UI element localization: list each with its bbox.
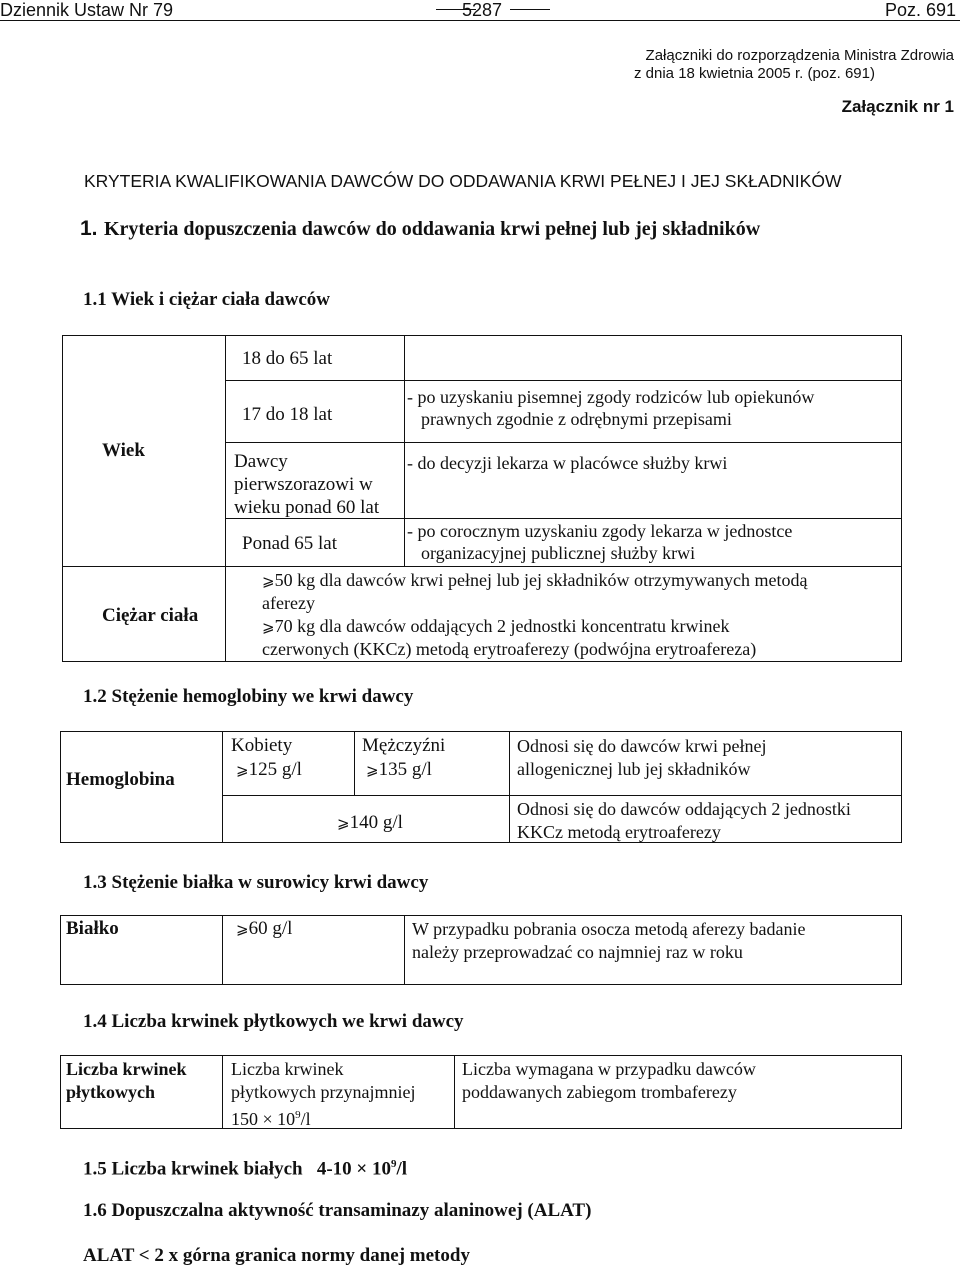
journal-title: Dziennik Ustaw Nr 79 [0,0,174,20]
platelet-req-line1: Liczba krwinek [231,1059,344,1079]
ge-symbol-icon: ⩾ [236,920,249,938]
age-18-65: 18 do 65 lat [242,348,333,369]
weight-line4: czerwonych (KKCz) metodą erytroaferezy (podwójna erytroafereza) [262,639,757,659]
men-label: Mężczyźni [362,735,446,756]
age-17-18: 17 do 18 lat [242,404,333,425]
protein-label: Białko [66,918,119,939]
header-rule [0,20,960,21]
age-over-65: Ponad 65 lat [242,533,337,554]
s1_6-title: 1.6 Dopuszczalna aktywność transaminazy alaninowej (ALAT) [83,1200,592,1221]
section1-title: Kryteria dopuszczenia dawców do oddawania krwi pełnej lub jej składników [104,218,761,240]
platelet-req-line3: $150 \times 10^9/l$ [231,1109,311,1129]
ge-symbol-icon: ⩾ [337,814,350,832]
hb-note2-line2: KKCz metodą erytroaferezy [517,822,721,842]
both-value: ⩾140 g/l [337,812,403,833]
weight-line2: aferezy [262,593,315,613]
ge-symbol-icon: ⩾ [262,572,275,590]
s1_1-title: 1.1 Wiek i ciężar ciała dawców [83,289,330,310]
age-label: Wiek [102,440,145,461]
ge-symbol-icon: ⩾ [366,761,379,779]
attachment-title: Załącznik nr 1 [841,97,954,116]
note-first-time: - do decyzji lekarza w placówce służby krwi [407,453,728,473]
hb-note1-line1: Odnosi się do dawców krwi pełnej [517,736,767,756]
platelet-label-line1: Liczba krwinek [66,1059,187,1079]
alat-rule: ALAT < 2 x górna granica normy danej metody [83,1245,470,1266]
note-17-18-line2: prawnych zgodnie z odrębnymi przepisami [421,409,732,429]
hb-note1-line2: allogenicznej lub jej składników [517,759,751,779]
section1-number: 1. [80,217,98,240]
first-time-line2: pierwszorazowi w [234,474,373,495]
platelet-note-line2: poddawanych zabiegom trombaferezy [462,1082,737,1102]
note-over65-line1: - po corocznym uzyskaniu zgody lekarza w jednostce [407,521,793,541]
main-title: KRYTERIA KWALIFIKOWANIA DAWCÓW DO ODDAWANIA KRWI PEŁNEJ I JEJ SKŁADNIKÓW [84,171,842,191]
page-number: 5287 [462,0,503,20]
attachment-line2: z dnia 18 kwietnia 2005 r. (poz. 691) [634,65,875,82]
hemoglobin-label: Hemoglobina [66,769,175,790]
s1_2-title: 1.2 Stężenie hemoglobiny we krwi dawcy [83,686,414,707]
platelet-note-line1: Liczba wymagana w przypadku dawców [462,1059,756,1079]
protein-note-line1: W przypadku pobrania osocza metodą aferezy badanie [412,919,806,939]
ge-symbol-icon: ⩾ [262,618,275,636]
note-17-18-line1: - po uzyskaniu pisemnej zgody rodziców lub opiekunów [407,387,815,407]
weight-line1: ⩾50 kg dla dawców krwi pełnej lub jej składników otrzymywanych metodą [262,570,808,590]
attachment-line1: Załączniki do rozporządzenia Ministra Zdrowia [645,47,954,64]
first-time-line3: wieku ponad 60 lat [234,497,380,518]
platelet-label-line2: płytkowych [66,1082,156,1102]
s1_4-title: 1.4 Liczba krwinek płytkowych we krwi dawcy [83,1011,464,1032]
s1_3-title: 1.3 Stężenie białka w surowicy krwi dawcy [83,872,429,893]
ge-symbol-icon: ⩾ [236,761,249,779]
hb-note2-line1: Odnosi się do dawców oddających 2 jednostki [517,799,851,819]
first-time-line1: Dawcy [234,451,288,472]
men-value: ⩾135 g/l [366,759,432,780]
weight-line3: ⩾70 kg dla dawców oddających 2 jednostki koncentratu krwinek [262,616,730,636]
women-value: ⩾125 g/l [236,759,302,780]
s1_5-title: 1.5 Liczba krwinek białych $4-10 \times 10^9/l$ [83,1158,408,1180]
dash-right [510,9,550,10]
weight-label: Ciężar ciała [102,605,199,626]
protein-value: ⩾60 g/l [236,918,293,939]
platelet-req-line2: płytkowych przynajmniej [231,1082,416,1102]
women-label: Kobiety [231,735,293,756]
note-over65-line2: organizacyjnej publicznej służby krwi [421,543,696,563]
protein-note-line2: należy przeprowadzać co najmniej raz w roku [412,942,743,962]
position-number: Poz. 691 [884,0,956,20]
